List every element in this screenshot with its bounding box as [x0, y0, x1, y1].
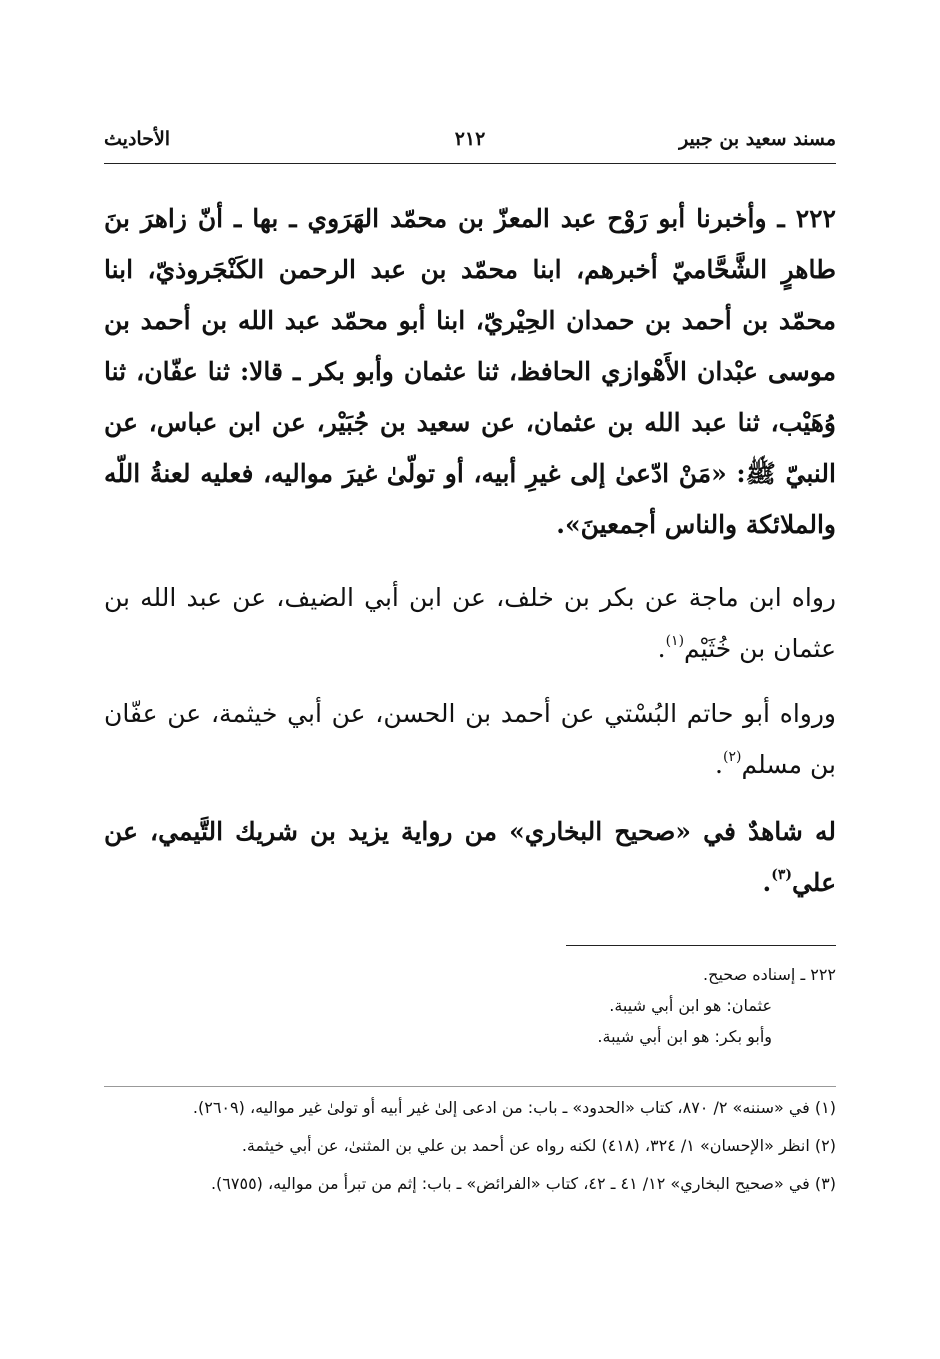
footnote-item: (١) في «سننه» ٢/ ٨٧٠، كتاب «الحدود» ـ باب: من ادعى إلىٰ غير أبيه أو تولىٰ غير مواليه، (٢٦٠٩). — [192, 1098, 836, 1117]
comment-line: وأبو بكر: هو ابن أبي شيبة. — [597, 1027, 772, 1046]
footnotes — [104, 1094, 836, 1208]
page-number: ٢١٢ — [454, 128, 486, 150]
footnotes-divider — [104, 1086, 836, 1087]
footnote-item: (٣) في «صحيح البخاري» ١٢/ ٤١ ـ ٤٢، كتاب «الفرائض» ـ باب: إثم من تبرأ من مواليه، (٦٧٥٥). — [210, 1174, 836, 1193]
takhrij-end: . — [657, 634, 666, 663]
takhrij-paragraph-2 — [104, 688, 836, 790]
comment-line: عثمان: هو ابن أبي شيبة. — [609, 996, 772, 1015]
hadith-paragraph — [104, 193, 836, 550]
footnote-ref: (٢) — [722, 749, 742, 765]
footnote-ref: (٣) — [771, 867, 792, 883]
hadith-text: ـ وأخبرنا أبو رَوْح عبد المعزّ بن محمّد الهَرَوي ـ بها ـ أنّ زاهرَ بنَ طاهرٍ الشَّحَّاميّ أخبرهم، ابنا محمّد بن عبد الرحمن الكَنْجَروذيّ، ابنا محمّد بن أحمد بن حمدان الحِيْريّ، ابنا أبو محمّد عبد الله بن أحمد بن موسى عبْدان الأَهْوازي الحافظ، ثنا عثمان وأبو بكر ـ قالا: ثنا عفّان، ثنا وُهَيْب، ثنا عبد الله بن عثمان، عن سعيد بن جُبَيْر، عن ابن عباس، عن النبيّ ﷺ: «مَنْ ادّعىٰ إلى غيرِ أبيه، أو تولّىٰ غيرَ مواليه، فعليه لعنةُ اللّه والملائكة والناس أجمعينَ». — [104, 204, 836, 539]
footnote-separator — [566, 945, 836, 946]
takhrij-paragraph-1 — [104, 572, 836, 674]
takhrij-text: له شاهدٌ في «صحيح البخاري» من رواية يزيد بن شريك التَّيمي، عن علي — [104, 817, 836, 897]
footnote-ref: (١) — [665, 633, 685, 649]
hadith-number: ٢٢٢ — [795, 204, 836, 233]
takhrij-text: ورواه أبو حاتم البُسْتي عن أحمد بن الحسن، عن أبي خيثمة، عن عفّان بن مسلم — [104, 699, 836, 779]
takhrij-text: رواه ابن ماجة عن بكر بن خلف، عن ابن أبي الضيف، عن عبد الله بن عثمان بن خُثَيْم — [104, 583, 836, 663]
footnote-item: (٢) انظر «الإحسان» ١/ ٣٢٤، (٤١٨) لكنه رواه عن أحمد بن علي بن المثنىٰ، عن أبي خيثمة. — [241, 1136, 836, 1155]
editor-comment — [104, 959, 836, 1052]
running-header — [104, 128, 836, 160]
book-title: مسند سعيد بن جبير — [679, 128, 836, 150]
header-rule — [104, 163, 836, 164]
takhrij-paragraph-3 — [104, 806, 836, 908]
comment-line: ٢٢٢ ـ إسناده صحيح. — [703, 965, 836, 984]
section-title: الأحاديث — [104, 128, 171, 150]
takhrij-end: . — [715, 750, 723, 779]
takhrij-end: . — [762, 868, 772, 897]
